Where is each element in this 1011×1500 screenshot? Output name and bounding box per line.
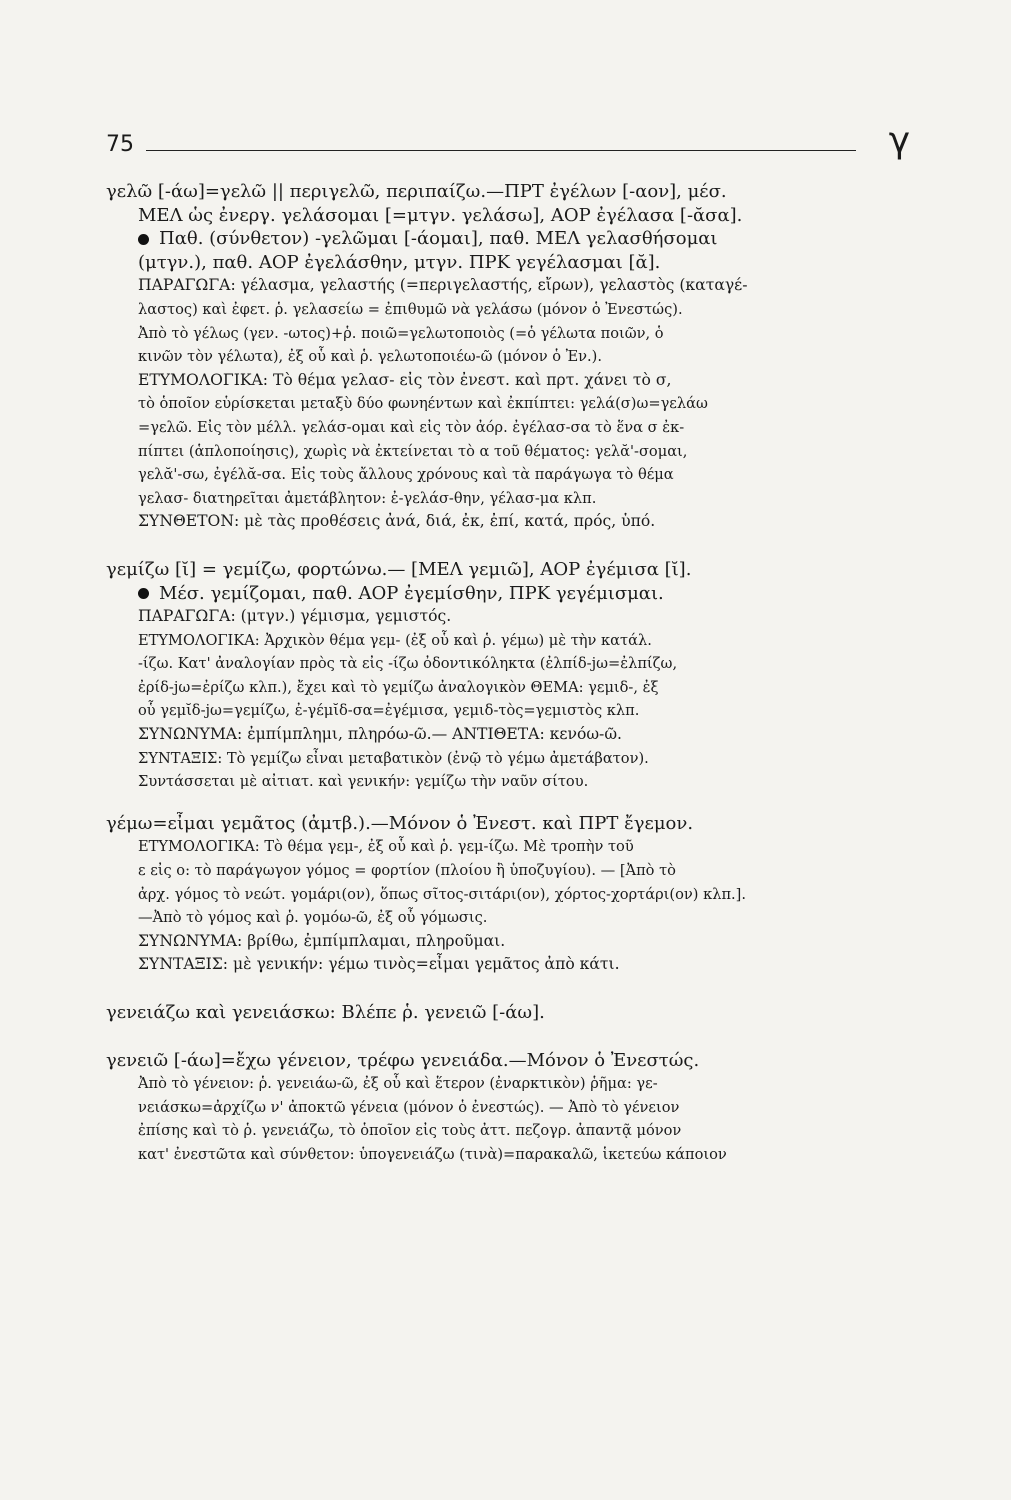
- entry-line: γεμίζω [ῐ] = γεμίζω, φορτώνω.— [ΜΕΛ γεμιῶ], ΑΟΡ ἐγέμισα [ῐ].: [106, 558, 692, 580]
- entry-line: γενειῶ [-άω]=ἔχω γένειον, τρέφω γενειάδα.—Μόνον ὁ Ἐνεστώς.: [106, 1049, 700, 1071]
- entry-line: =γελῶ. Εἰς τὸν μέλλ. γελάσ-ομαι καὶ εἰς τὸν ἀόρ. ἐγέλασ-σα τὸ ἕνα σ ἐκ-: [138, 418, 685, 436]
- entry-line: λαστος) καὶ ἐφετ. ῥ. γελασείω = ἐπιθυμῶ νὰ γελάσω (μόνον ὁ Ἐνεστώς).: [138, 300, 683, 318]
- entry-line: Ἀπὸ τὸ γένειον: ῥ. γενειάω-ῶ, ἐξ οὗ καὶ ἕτερον (ἐναρκτικὸν) ῥῆμα: γε-: [138, 1075, 658, 1093]
- entry-line: -ίζω. Κατ' ἀναλογίαν πρὸς τὰ εἰς -ίζω ὀδοντικόληκτα (ἐλπίδ-jω=ἐλπίζω,: [138, 655, 678, 673]
- entry-line: Παθ. (σύνθετον) -γελῶμαι [-άομαι], παθ. ΜΕΛ γελασθήσομαι: [106, 227, 906, 251]
- dictionary-content: [106, 180, 906, 1167]
- entry-line: ΣΥΝΤΑΞΙΣ: μὲ γενικήν: γέμω τινὸς=εἶμαι γεμᾶτος ἀπὸ κάτι.: [138, 955, 620, 974]
- entry-line: ΕΤΥΜΟΛΟΓΙΚΑ: Τὸ θέμα γελασ- εἰς τὸν ἐνεστ. καὶ πρτ. χάνει τὸ σ,: [138, 370, 672, 389]
- entry-line: γελᾰ'-σω, ἐγέλᾰ-σα. Εἰς τοὺς ἄλλους χρόνους καὶ τὰ παράγωγα τὸ θέμα: [138, 466, 674, 484]
- entry-line: Συντάσσεται μὲ αἰτιατ. καὶ γενικήν: γεμίζω τὴν ναῦν σίτου.: [138, 773, 589, 791]
- entry-line: γενειάζω καὶ γενειάσκω: Βλέπε ῥ. γενειῶ [-άω].: [106, 1002, 545, 1023]
- entry-line: ΠΑΡΑΓΩΓΑ: (μτγν.) γέμισμα, γεμιστός.: [138, 607, 452, 626]
- entry-line: ΕΤΥΜΟΛΟΓΙΚΑ: Ἀρχικὸν θέμα γεμ- (ἐξ οὗ καὶ ῥ. γέμω) μὲ τὴν κατάλ.: [138, 631, 652, 649]
- entry-line: ε εἰς ο: τὸ παράγωγον γόμος = φορτίον (πλοίου ἢ ὑποζυγίου). — [Ἀπὸ τὸ: [138, 862, 676, 880]
- bullet-icon: [138, 234, 149, 245]
- entry-line: ΣΥΝΤΑΞΙΣ: Τὸ γεμίζω εἶναι μεταβατικὸν (ἐνῷ τὸ γέμω ἀμετάβατον).: [138, 749, 649, 767]
- page-number: 75: [106, 132, 134, 157]
- entry-line: (μτγν.), παθ. ΑΟΡ ἐγελάσθην, μτγν. ΠΡΚ γεγέλασμαι [ᾰ].: [138, 251, 661, 273]
- entry-line: ΕΤΥΜΟΛΟΓΙΚΑ: Τὸ θέμα γεμ-, ἐξ οὗ καὶ ῥ. γεμ-ίζω. Μὲ τροπὴν τοῦ: [138, 838, 634, 856]
- entry-line: ἐπίσης καὶ τὸ ῥ. γενειάζω, τὸ ὁποῖον εἰς τοὺς ἀττ. πεζογρ. ἀπαντᾷ μόνον: [138, 1122, 682, 1140]
- entry-line: κατ' ἐνεστῶτα καὶ σύνθετον: ὑπογενειάζω (τινὰ)=παρακαλῶ, ἱκετεύω κάποιον: [138, 1145, 727, 1163]
- entry-line: γελῶ [-άω]=γελῶ || περιγελῶ, περιπαίζω.—ΠΡΤ ἐγέλων [-αον], μέσ.: [106, 181, 727, 202]
- entry-line: τὸ ὁποῖον εὑρίσκεται μεταξὺ δύο φωνηέντων καὶ ἐκπίπτει: γελά(σ)ω=γελάω: [138, 395, 708, 413]
- entry-line: πίπτει (ἁπλοποίησις), χωρὶς νὰ ἐκτείνεται τὸ α τοῦ θέματος: γελᾰ'-σομαι,: [138, 442, 688, 460]
- page-header: [106, 120, 910, 168]
- entry-line: οὗ γεμῐδ-jω=γεμίζω, ἐ-γέμῐδ-σα=ἐγέμισα, γεμιδ-τὸς=γεμιστὸς κλπ.: [138, 702, 640, 720]
- entry-line: Ἀπὸ τὸ γέλως (γεν. -ωτος)+ῥ. ποιῶ=γελωτοποιὸς (=ὁ γέλωτα ποιῶν, ὁ: [138, 324, 664, 342]
- entry-line: κινῶν τὸν γέλωτα), ἐξ οὗ καὶ ῥ. γελωτοποιέω-ῶ (μόνον ὁ Ἐν.).: [138, 348, 602, 366]
- entry-line: ΜΕΛ ὡς ἐνεργ. γελάσομαι [=μτγν. γελάσω], ΑΟΡ ἐγέλασα [-ᾰσα].: [138, 204, 743, 226]
- entry-line: ἀρχ. γόμος τὸ νεώτ. γομάρι(ον), ὅπως σῖτος-σιτάρι(ον), χόρτος-χορτάρι(ον) κλπ.].: [138, 885, 747, 903]
- entry-line: —Ἀπὸ τὸ γόμος καὶ ῥ. γομόω-ῶ, ἐξ οὗ γόμωσις.: [138, 909, 488, 927]
- entry-line: ΣΥΝΩΝΥΜΑ: ἐμπίμπλημι, πληρόω-ῶ.— ΑΝΤΙΘΕΤΑ: κενόω-ῶ.: [138, 725, 623, 744]
- entry-line: Μέσ. γεμίζομαι, παθ. ΑΟΡ ἐγεμίσθην, ΠΡΚ γεγέμισμαι.: [106, 582, 906, 606]
- entry-line: γελασ- διατηρεῖται ἀμετάβλητον: ἐ-γελάσ-θην, γέλασ-μα κλπ.: [138, 489, 597, 507]
- entry-line: ΠΑΡΑΓΩΓΑ: γέλασμα, γελαστής (=περιγελαστής, εἴρων), γελαστὸς (καταγέ-: [138, 276, 748, 295]
- entry-line: νειάσκω=ἀρχίζω ν' ἀποκτῶ γένεια (μόνον ὁ ἐνεστώς). — Ἀπὸ τὸ γένειον: [138, 1098, 680, 1116]
- bullet-icon: [138, 588, 149, 599]
- entry-line: ΣΥΝΘΕΤΟΝ: μὲ τὰς προθέσεις ἀνά, διά, ἐκ, ἐπί, κατά, πρός, ὑπό.: [138, 512, 656, 531]
- entry-line: γέμω=εἶμαι γεμᾶτος (ἀμτβ.).—Μόνον ὁ Ἐνεστ. καὶ ΠΡΤ ἔγεμον.: [106, 812, 694, 834]
- entry-line: ΣΥΝΩΝΥΜΑ: βρίθω, ἐμπίμπλαμαι, πληροῦμαι.: [138, 931, 506, 950]
- section-letter: γ: [888, 120, 910, 161]
- header-rule: [146, 150, 856, 151]
- entry-line: ἐρίδ-jω=ἐρίζω κλπ.), ἔχει καὶ τὸ γεμίζω ἀναλογικὸν ΘΕΜΑ: γεμιδ-, ἐξ: [138, 678, 659, 696]
